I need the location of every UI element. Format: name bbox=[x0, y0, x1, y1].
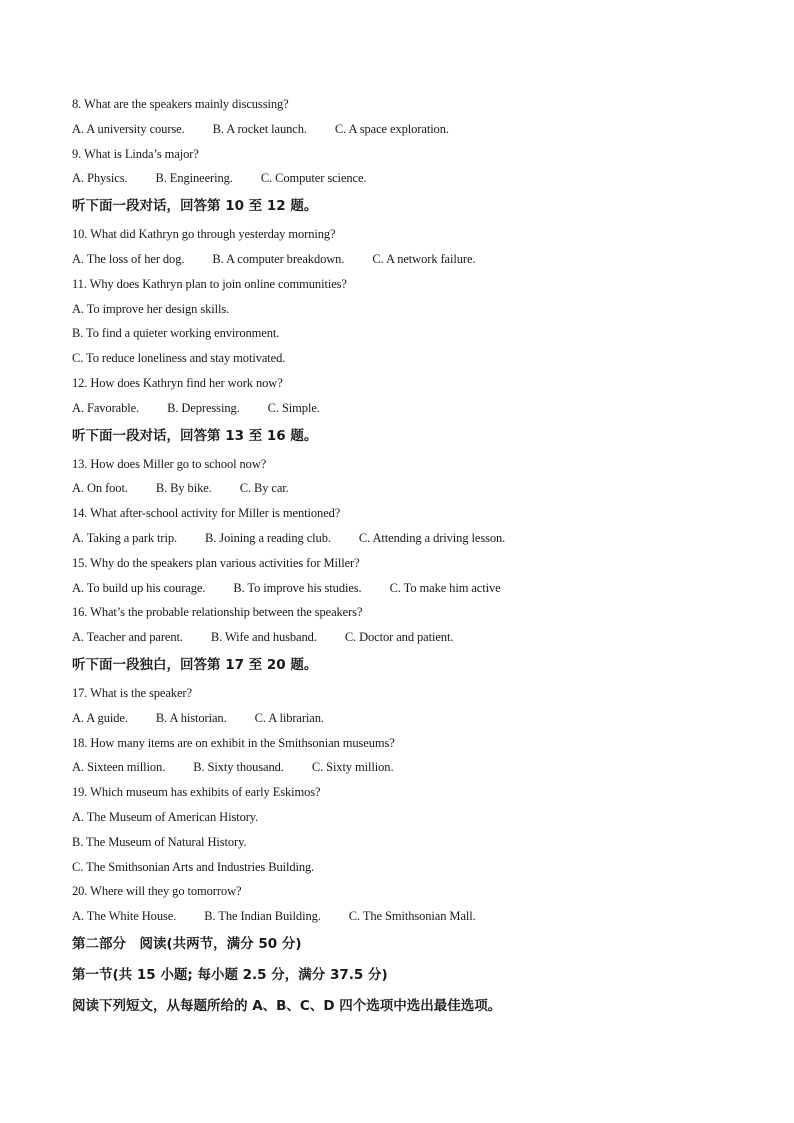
answer-option: C. By car. bbox=[239, 481, 289, 496]
answer-option: A. The loss of her dog. bbox=[72, 251, 185, 266]
answer-option: C. To make him active bbox=[389, 580, 501, 595]
question-line: 13. How does Miller go to school now? bbox=[72, 456, 267, 471]
question-line: 20. Where will they go tomorrow? bbox=[72, 884, 242, 899]
answer-option: B. A computer breakdown. bbox=[212, 251, 345, 266]
answer-option: B. Joining a reading club. bbox=[205, 530, 331, 545]
options-row bbox=[72, 251, 732, 276]
answer-option: C. A space exploration. bbox=[334, 121, 449, 136]
answer-option: B. A rocket launch. bbox=[212, 121, 307, 136]
section-heading: 听下面一段独白，回答第 17 至 20 题。 bbox=[72, 656, 318, 673]
question-line: B. The Museum of Natural History. bbox=[72, 834, 247, 849]
answer-option: C. The Smithsonian Mall. bbox=[348, 909, 476, 924]
answer-option: B. Sixty thousand. bbox=[193, 760, 284, 775]
answer-option: A. Physics. bbox=[72, 171, 128, 186]
answer-option: A. The White House. bbox=[72, 909, 177, 924]
question-line: 17. What is the speaker? bbox=[72, 685, 192, 700]
options-row bbox=[72, 580, 732, 605]
section-heading: 第二部分 阅读(共两节，满分 50 分) bbox=[72, 935, 302, 952]
answer-option: B. A historian. bbox=[155, 710, 227, 725]
question-line: 16. What’s the probable relationship between the speakers? bbox=[72, 605, 363, 620]
answer-option: C. A network failure. bbox=[372, 251, 476, 266]
answer-option: C. Computer science. bbox=[260, 171, 367, 186]
question-line: C. To reduce loneliness and stay motivated. bbox=[72, 351, 286, 366]
question-line: 18. How many items are on exhibit in the Smithsonian museums? bbox=[72, 735, 395, 750]
options-row bbox=[72, 121, 732, 146]
answer-option: A. To build up his courage. bbox=[72, 580, 206, 595]
options-row bbox=[72, 759, 732, 784]
question-line: C. The Smithsonian Arts and Industries Building. bbox=[72, 859, 315, 874]
answer-option: B. Depressing. bbox=[167, 400, 240, 415]
answer-option: B. Wife and husband. bbox=[210, 630, 317, 645]
answer-option: A. A university course. bbox=[72, 121, 185, 136]
answer-option: A. A guide. bbox=[72, 710, 128, 725]
question-line: 15. Why do the speakers plan various activities for Miller? bbox=[72, 555, 360, 570]
options-row bbox=[72, 908, 732, 933]
answer-option: A. Teacher and parent. bbox=[72, 630, 183, 645]
question-line: A. The Museum of American History. bbox=[72, 809, 259, 824]
question-line: 9. What is Linda’s major? bbox=[72, 146, 199, 161]
section-heading: 听下面一段对话，回答第 13 至 16 题。 bbox=[72, 427, 318, 444]
answer-option: C. Simple. bbox=[267, 400, 320, 415]
answer-option: A. Sixteen million. bbox=[72, 760, 166, 775]
answer-option: B. Engineering. bbox=[155, 171, 233, 186]
answer-option: C. Doctor and patient. bbox=[344, 630, 454, 645]
document-page bbox=[72, 96, 732, 1026]
section-heading: 听下面一段对话，回答第 10 至 12 题。 bbox=[72, 198, 318, 215]
options-row bbox=[72, 170, 732, 195]
answer-option: B. The Indian Building. bbox=[204, 909, 321, 924]
section-heading: 第一节(共 15 小题; 每小题 2.5 分，满分 37.5 分) bbox=[72, 966, 388, 983]
question-line: 12. How does Kathryn find her work now? bbox=[72, 375, 283, 390]
answer-option: B. To improve his studies. bbox=[233, 580, 362, 595]
answer-option: C. Sixty million. bbox=[311, 760, 394, 775]
question-line: B. To find a quieter working environment. bbox=[72, 326, 280, 341]
question-line: A. To improve her design skills. bbox=[72, 301, 230, 316]
options-row bbox=[72, 629, 732, 654]
answer-option: A. Favorable. bbox=[72, 400, 140, 415]
question-line: 14. What after-school activity for Miller is mentioned? bbox=[72, 506, 341, 521]
answer-option: A. On foot. bbox=[72, 481, 128, 496]
options-row bbox=[72, 710, 732, 735]
options-row bbox=[72, 400, 732, 425]
answer-option: B. By bike. bbox=[155, 481, 212, 496]
question-line: 19. Which museum has exhibits of early Eskimos? bbox=[72, 785, 321, 800]
answer-option: C. A librarian. bbox=[254, 710, 324, 725]
question-line: 11. Why does Kathryn plan to join online communities? bbox=[72, 276, 347, 291]
question-line: 10. What did Kathryn go through yesterday morning? bbox=[72, 227, 336, 242]
question-line: 8. What are the speakers mainly discussing? bbox=[72, 97, 289, 111]
answer-option: C. Attending a driving lesson. bbox=[358, 530, 506, 545]
options-row bbox=[72, 480, 732, 505]
answer-option: A. Taking a park trip. bbox=[72, 530, 178, 545]
section-heading: 阅读下列短文，从每题所给的 A、B、C、D 四个选项中选出最佳选项。 bbox=[72, 997, 502, 1014]
options-row bbox=[72, 530, 732, 555]
